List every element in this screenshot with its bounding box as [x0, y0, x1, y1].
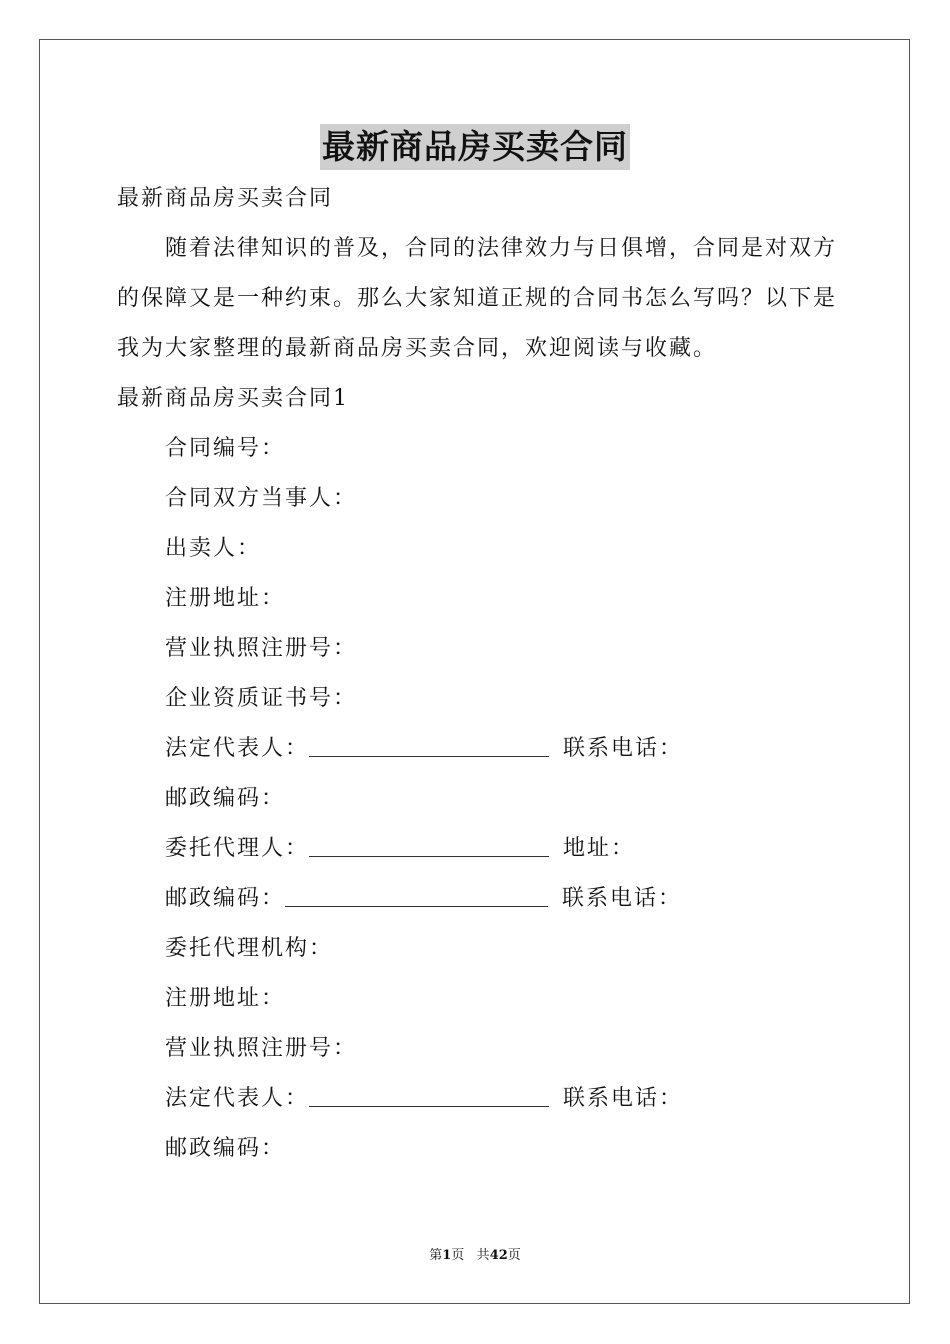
footer-total-pages: 42	[489, 1248, 508, 1263]
blank-underline[interactable]	[309, 736, 549, 757]
field-parties: 合同双方当事人：	[165, 486, 358, 511]
title-wrap	[0, 124, 950, 170]
footer-page-prefix: 第	[429, 1248, 443, 1263]
field-reg-address-2: 注册地址：	[165, 986, 286, 1011]
blank-underline[interactable]	[309, 836, 549, 857]
section-heading: 最新商品房买卖合同1	[117, 386, 349, 411]
field-reg-address: 注册地址：	[165, 586, 286, 611]
footer-total-suffix: 页	[507, 1248, 521, 1263]
field-contact-phone-2: 联系电话：	[562, 886, 683, 911]
intro-line-2: 的保障又是一种约束。那么大家知道正规的合同书怎么写吗？以下是	[117, 286, 838, 311]
field-postal-code-3: 邮政编码：	[165, 1136, 286, 1161]
field-postal-code-2: 邮政编码：	[165, 886, 286, 911]
row-agent	[165, 833, 635, 865]
document-subtitle: 最新商品房买卖合同	[117, 186, 334, 211]
page-footer	[0, 1246, 950, 1266]
row-legal-rep-2	[165, 1083, 683, 1115]
intro-line-3: 我为大家整理的最新商品房买卖合同，欢迎阅读与收藏。	[117, 336, 718, 361]
field-legal-rep: 法定代表人：	[165, 736, 310, 761]
footer-page-current: 1	[442, 1248, 452, 1263]
intro-line-1: 随着法律知识的普及，合同的法律效力与日俱增，合同是对双方	[165, 236, 838, 261]
field-agent: 委托代理人：	[165, 836, 310, 861]
field-postal-code: 邮政编码：	[165, 786, 286, 811]
field-license-no-2: 营业执照注册号：	[165, 1036, 358, 1061]
field-contact-phone-3: 联系电话：	[563, 1086, 684, 1111]
field-seller: 出卖人：	[165, 536, 262, 561]
row-legal-rep	[165, 733, 683, 765]
footer-page-suffix: 页	[451, 1248, 465, 1263]
row-postal-code-2	[165, 883, 682, 915]
blank-underline[interactable]	[285, 886, 548, 907]
field-legal-rep-2: 法定代表人：	[165, 1086, 310, 1111]
field-contact-phone: 联系电话：	[563, 736, 684, 761]
field-qualification-no: 企业资质证书号：	[165, 686, 358, 711]
field-address: 地址：	[563, 836, 636, 861]
field-contract-no: 合同编号：	[165, 436, 286, 461]
field-agency: 委托代理机构：	[165, 936, 334, 961]
field-license-no: 营业执照注册号：	[165, 636, 358, 661]
footer-total-prefix: 共	[476, 1248, 490, 1263]
blank-underline[interactable]	[309, 1086, 549, 1107]
document-title: 最新商品房买卖合同	[320, 124, 630, 170]
